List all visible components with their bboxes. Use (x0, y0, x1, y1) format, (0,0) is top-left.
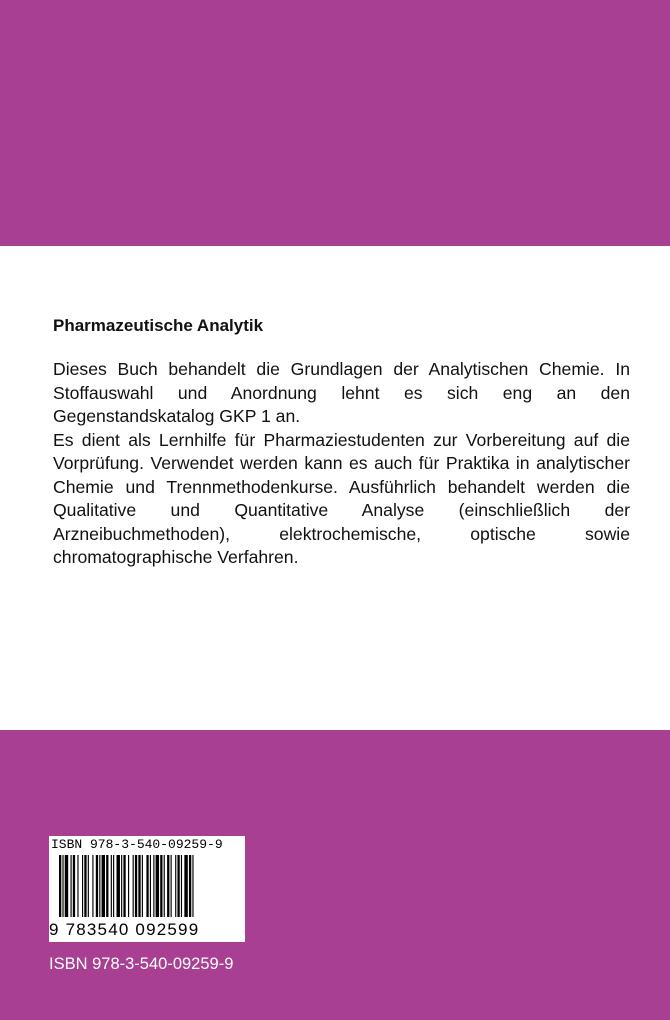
barcode-bar (106, 855, 108, 917)
isbn-footer: ISBN 978-3-540-09259-9 (49, 955, 234, 973)
barcode-bar (113, 855, 114, 917)
barcode-bar (189, 855, 191, 917)
top-color-band (0, 0, 670, 246)
barcode-bar (167, 855, 169, 917)
barcode-bar (77, 855, 78, 917)
barcode-bar (164, 855, 165, 917)
barcode-bar (62, 855, 63, 917)
barcode-bar (65, 855, 68, 917)
barcode-bar (88, 855, 89, 917)
barcode-bar (102, 855, 105, 917)
barcode-bar (142, 855, 143, 917)
barcode-bar (133, 855, 134, 917)
barcode-bar (156, 855, 159, 917)
barcode-bar (135, 855, 137, 917)
barcode-bar (96, 855, 98, 917)
barcode-digits: 9 783540 092599 (49, 920, 200, 939)
barcode-bar (146, 855, 148, 917)
barcode-bar (171, 855, 172, 917)
description-paragraph-1: Dieses Buch behandelt die Grundlagen der Analytischen Chemie. In Stoffauswahl und Anordnung lehnt es sich eng an den Gegenstandskatalog GKP 1 an. (53, 359, 630, 426)
barcode-bar (175, 855, 176, 917)
barcode-bar (59, 855, 61, 917)
description-paragraph-2: Es dient als Lernhilfe für Pharmaziestudenten zur Vorbereitung auf die Vorprüfung. Verwendet werden kann es auch für Praktika in analytischer Chemie und Trennmethodenkurse. Ausführlich behandelt werden die Qualitative und Quantitative Analyse (einschließlich der Arzneibuchmethoden), elektrochemische, optische sowie chromatographische Verfahren. (53, 429, 630, 567)
barcode-bar (92, 855, 93, 917)
barcode-bar (128, 855, 129, 917)
back-cover-text (53, 312, 630, 570)
barcode-bar (177, 855, 179, 917)
barcode-bar (82, 855, 83, 917)
barcode-bar (111, 855, 112, 917)
book-title: Pharmazeutische Analytik (53, 316, 264, 335)
barcode-bar (117, 855, 120, 917)
barcode-bar (123, 855, 125, 917)
barcode-bar (160, 855, 162, 917)
barcode-bar (184, 855, 187, 917)
barcode-bar (71, 855, 72, 917)
barcode-bar (121, 855, 122, 917)
barcode-bar (181, 855, 182, 917)
barcode-label (49, 836, 245, 942)
barcode-bar (84, 855, 86, 917)
barcode-bar (150, 855, 151, 917)
barcode-bar (99, 855, 100, 917)
barcode-bar (192, 855, 193, 917)
barcode-bar (138, 855, 140, 917)
barcode-bars (59, 855, 241, 917)
barcode-bar (153, 855, 154, 917)
barcode-isbn-text: ISBN 978-3-540-09259-9 (51, 837, 223, 852)
barcode-bar (73, 855, 75, 917)
